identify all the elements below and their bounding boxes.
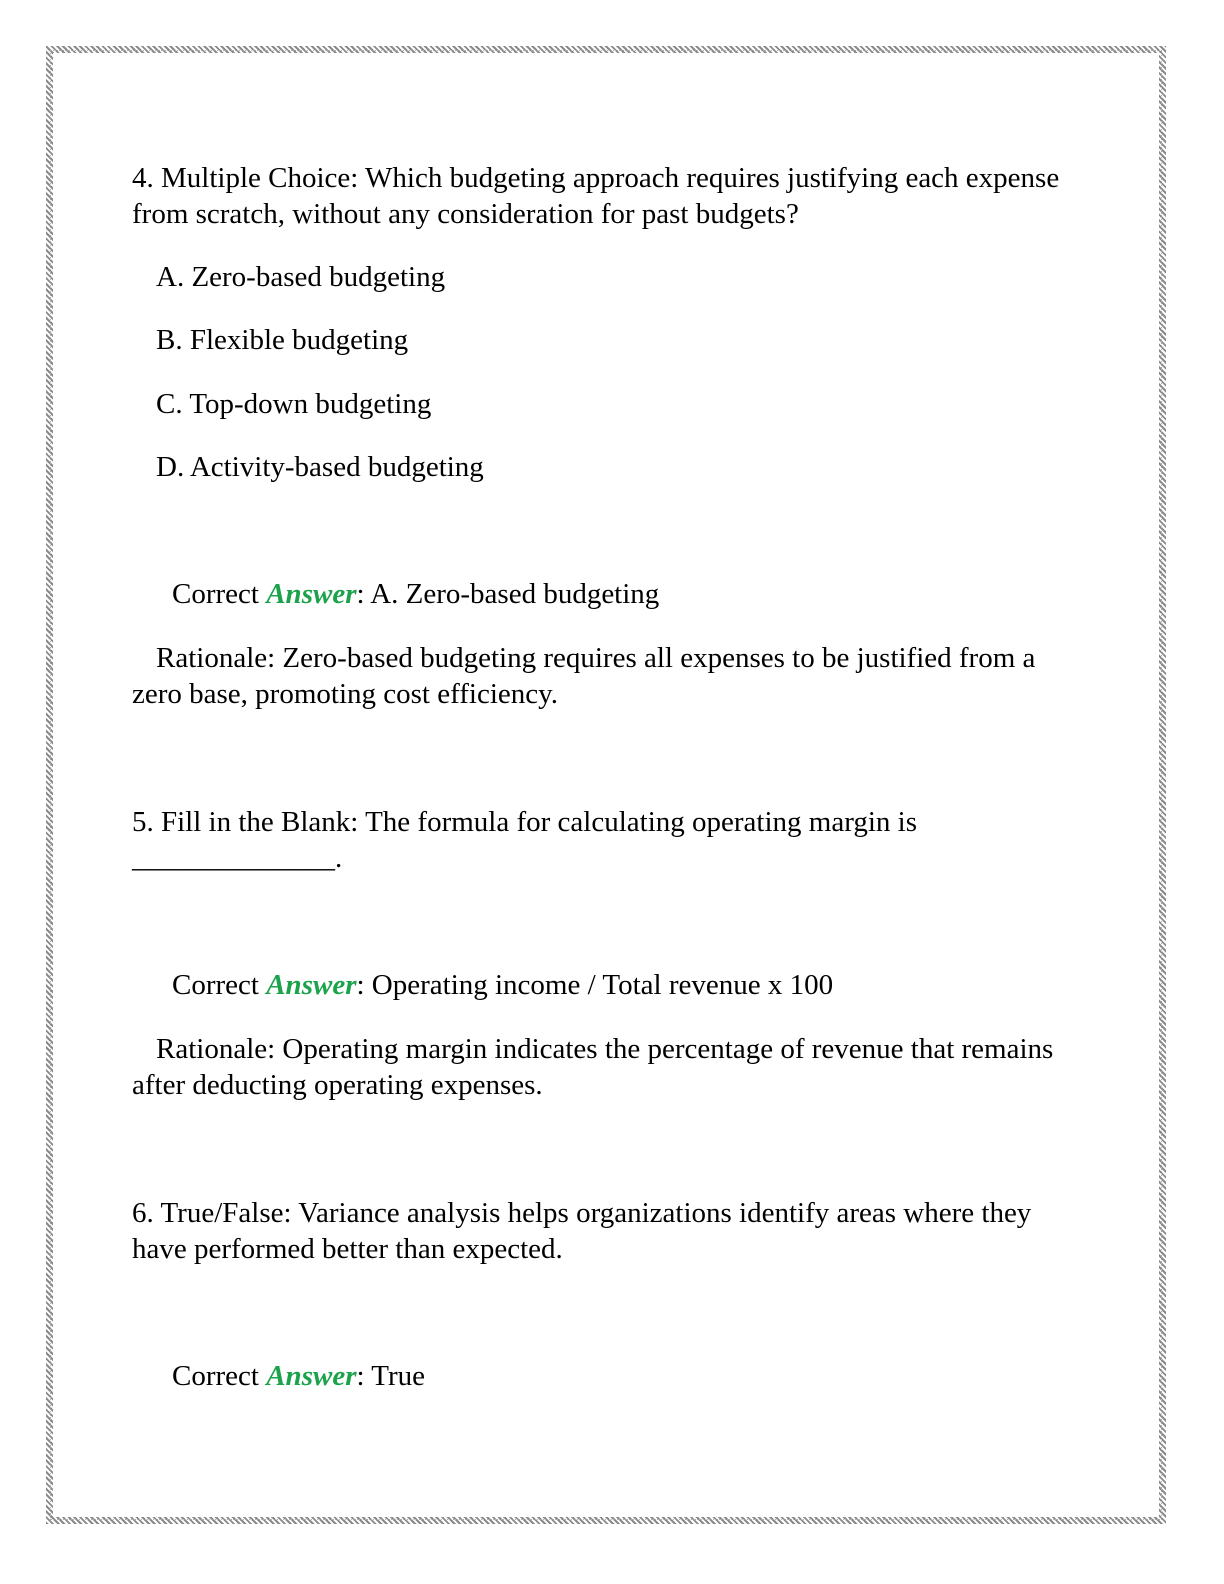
answer-word: Answer (266, 1360, 357, 1392)
question-5-blank: ______________. (132, 842, 343, 874)
question-4-rationale: Rationale: Zero-based budgeting requires all expenses to be justified from a zero base, promoting cost efficiency. (132, 642, 1036, 710)
answer-word: Answer (266, 578, 357, 610)
answer-prefix: Correct (172, 969, 267, 1001)
question-5-stem (132, 804, 1082, 876)
answer-text: : True (356, 1360, 425, 1392)
question-4-option-c: C. Top-down budgeting (156, 388, 432, 420)
answer-word: Answer (266, 969, 357, 1001)
document-body (132, 160, 1082, 1394)
answer-text: : A. Zero-based budgeting (356, 578, 660, 610)
question-4-option-d: D. Activity-based budgeting (156, 451, 484, 483)
question-4-answer (132, 576, 1082, 612)
answer-prefix: Correct (172, 1360, 267, 1392)
question-5-rationale: Rationale: Operating margin indicates the percentage of revenue that remains after deducting operating expenses. (132, 1033, 1054, 1101)
answer-prefix: Correct (172, 578, 267, 610)
question-6-stem: 6. True/False: Variance analysis helps organizations identify areas where they have performed better than expected. (132, 1197, 1032, 1265)
answer-text: : Operating income / Total revenue x 100 (356, 969, 834, 1001)
question-5-text: 5. Fill in the Blank: The formula for calculating operating margin is (132, 806, 917, 838)
question-4-stem: 4. Multiple Choice: Which budgeting approach requires justifying each expense from scratch, without any consideration for past budgets? (132, 162, 1060, 230)
question-4-option-b: B. Flexible budgeting (156, 324, 409, 356)
question-5-answer (132, 967, 1082, 1003)
question-6-answer (132, 1358, 1082, 1394)
question-4-option-a: A. Zero-based budgeting (156, 261, 446, 293)
